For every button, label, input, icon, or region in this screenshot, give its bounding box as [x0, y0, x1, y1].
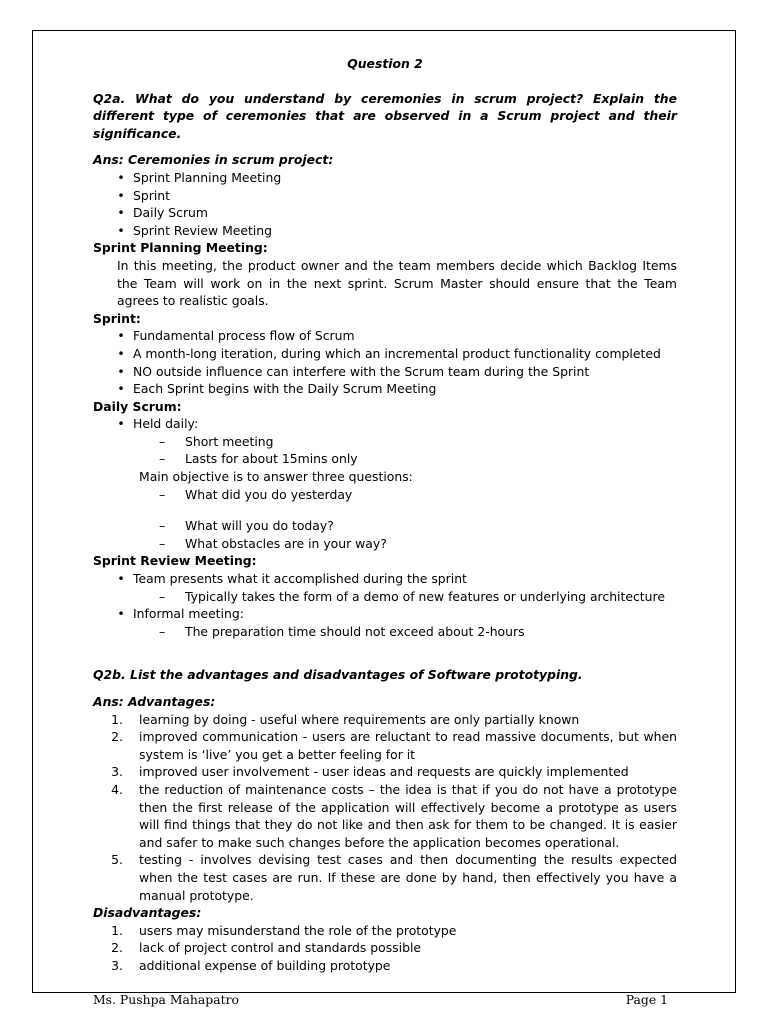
list-item: • Daily Scrum	[117, 205, 208, 221]
sprint-planning-heading: Sprint Planning Meeting:	[93, 240, 268, 256]
disadvantages-heading: Disadvantages:	[93, 905, 202, 921]
daily-scrum-heading: Daily Scrum:	[93, 398, 182, 414]
list-item: • Sprint	[117, 187, 170, 203]
list-item: 2. lack of project control and standards possible	[111, 940, 422, 956]
list-item: • Fundamental process flow of Scrum	[117, 328, 355, 344]
q2b-question: Q2b. List the advantages and disadvantages of Software prototyping.	[93, 667, 583, 683]
list-item: 5. testing - involves devising test cases and then documenting the results expected when the test cases are run. If these are done by hand, then effectively you have a manual prototype.	[111, 852, 677, 903]
ceremonies-list	[93, 169, 677, 239]
list-item: 3. improved user involvement - user ideas and requests are quickly implemented	[111, 764, 629, 780]
sub-list-item: – The preparation time should not exceed about 2-hours	[159, 623, 525, 639]
list-item: 1. users may misunderstand the role of the prototype	[111, 922, 457, 938]
list-item: • Each Sprint begins with the Daily Scrum Meeting	[117, 381, 437, 397]
footer-page-number: Page 1	[625, 992, 668, 1007]
footer-author: Ms. Pushpa Mahapatro	[93, 992, 239, 1007]
sprint-planning-text: In this meeting, the product owner and the team members decide which Backlog Items the Team will work on in the next sprint. Scrum Master should ensure that the Team agrees to realistic goals.	[117, 257, 677, 309]
list-item: • Sprint Planning Meeting	[117, 169, 282, 185]
q2a-answer-heading: Ans: Ceremonies in scrum project:	[93, 152, 334, 168]
daily-scrum-objective: Main objective is to answer three questions:	[139, 469, 413, 485]
sub-list-item: – Lasts for about 15mins only	[159, 451, 358, 467]
advantages-list	[93, 711, 677, 905]
disadvantages-list	[93, 922, 677, 975]
sprint-heading: Sprint:	[93, 310, 141, 326]
question-title: Question 2	[347, 56, 423, 71]
advantages-heading: Ans: Advantages:	[93, 694, 216, 709]
list-item: • Team presents what it accomplished during the sprint	[117, 571, 467, 587]
list-item: • Held daily:	[117, 416, 199, 432]
sub-list-item: – Typically takes the form of a demo of new features or underlying architecture	[159, 588, 665, 604]
sprint-review-heading: Sprint Review Meeting:	[93, 553, 257, 569]
document-body	[93, 55, 677, 975]
list-item: • Informal meeting:	[117, 606, 244, 622]
list-item: • Sprint Review Meeting	[117, 222, 273, 238]
list-item: 1. learning by doing - useful where requirements are only partially known	[111, 711, 580, 727]
list-item: • NO outside influence can interfere with the Scrum team during the Sprint	[117, 363, 590, 379]
list-item: • A month-long iteration, during which an incremental product functionality completed	[117, 345, 661, 361]
list-item: 3. additional expense of building prototype	[111, 957, 391, 973]
sub-list-item: – Short meeting	[159, 433, 274, 449]
list-item: 4. the reduction of maintenance costs – the idea is that if you do not have a prototype then the first release of the application will effectively become a prototype as users will find things that they do not like and then ask for them to be changed. It is easier and safer to make such changes before the application becomes operational.	[111, 781, 677, 850]
q2a-question: Q2a. What do you understand by ceremonies in scrum project? Explain the different type of ceremonies that are observed in a Scrum project and their significance.	[93, 90, 677, 141]
sub-list-item: – What will you do today?	[159, 518, 334, 534]
sprint-list	[93, 327, 677, 397]
sub-list-item: – What obstacles are in your way?	[159, 535, 387, 551]
list-item: 2. improved communication - users are reluctant to read massive documents, but when system is ‘live’ you get a better feeling for it	[111, 729, 677, 762]
sub-list-item: – What did you do yesterday	[159, 486, 353, 502]
